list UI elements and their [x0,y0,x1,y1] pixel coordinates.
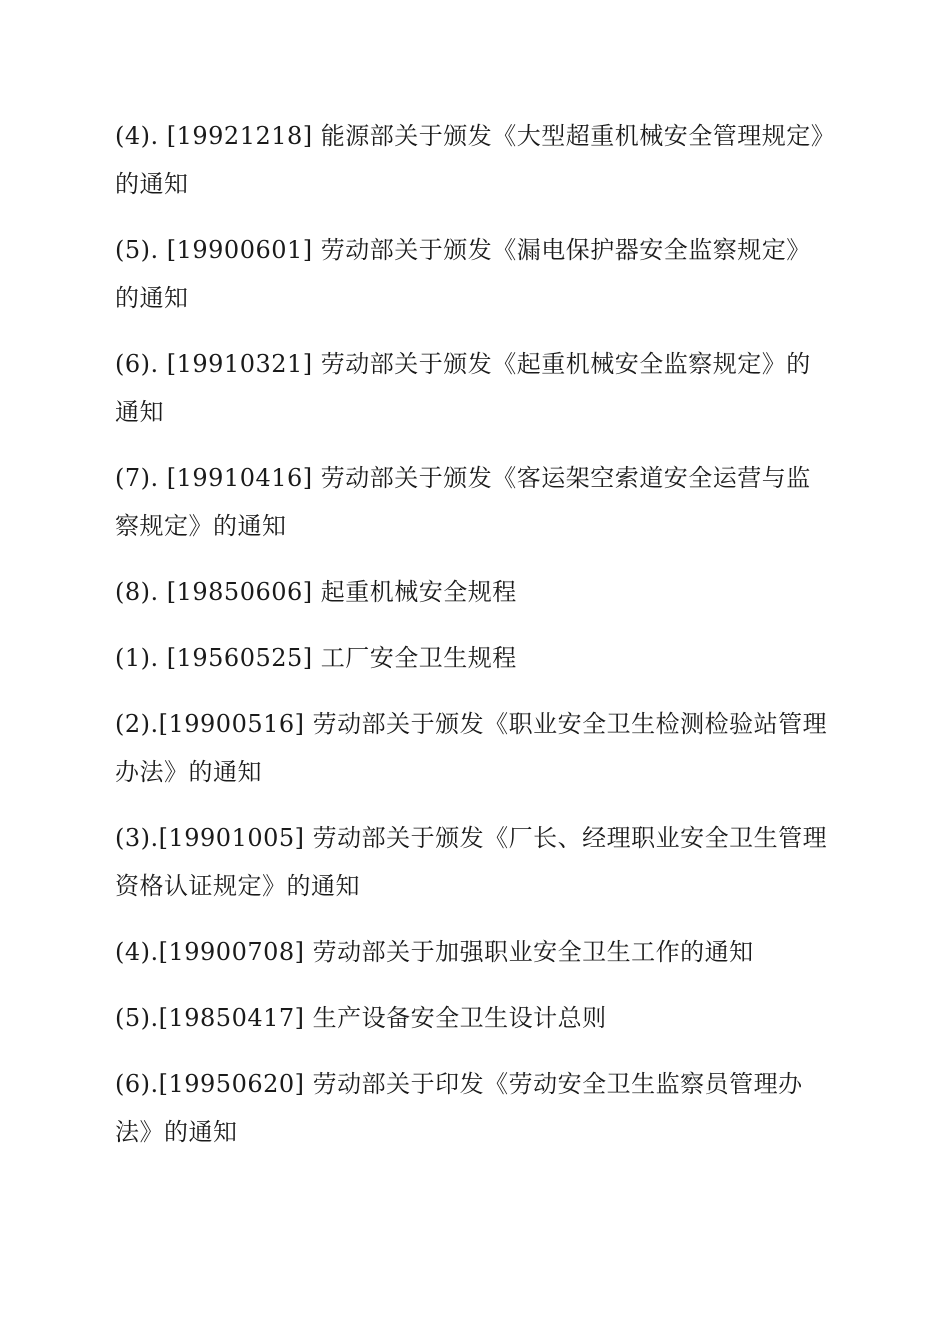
list-item: (8). [19850606] 起重机械安全规程 [115,578,517,606]
list-item: (2).[19900516] 劳动部关于颁发《职业安全卫生检测检验站管理办法》的通知 [115,710,828,786]
list-item: (6).[19950620] 劳动部关于印发《劳动安全卫生监察员管理办法》的通知 [115,1070,803,1146]
list-item: (5).[19850417] 生产设备安全卫生设计总则 [115,1004,607,1032]
list-item: (7). [19910416] 劳动部关于颁发《客运架空索道安全运营与监察规定》的通知 [115,464,811,540]
list-item: (4). [19921218] 能源部关于颁发《大型超重机械安全管理规定》的通知 [115,122,824,198]
regulation-list [115,112,835,1174]
list-item: (5). [19900601] 劳动部关于颁发《漏电保护器安全监察规定》的通知 [115,236,811,312]
list-item: (6). [19910321] 劳动部关于颁发《起重机械安全监察规定》的通知 [115,350,811,426]
list-item: (1). [19560525] 工厂安全卫生规程 [115,644,517,672]
list-item: (4).[19900708] 劳动部关于加强职业安全卫生工作的通知 [115,938,754,966]
list-item: (3).[19901005] 劳动部关于颁发《厂长、经理职业安全卫生管理资格认证规定》的通知 [115,824,828,900]
